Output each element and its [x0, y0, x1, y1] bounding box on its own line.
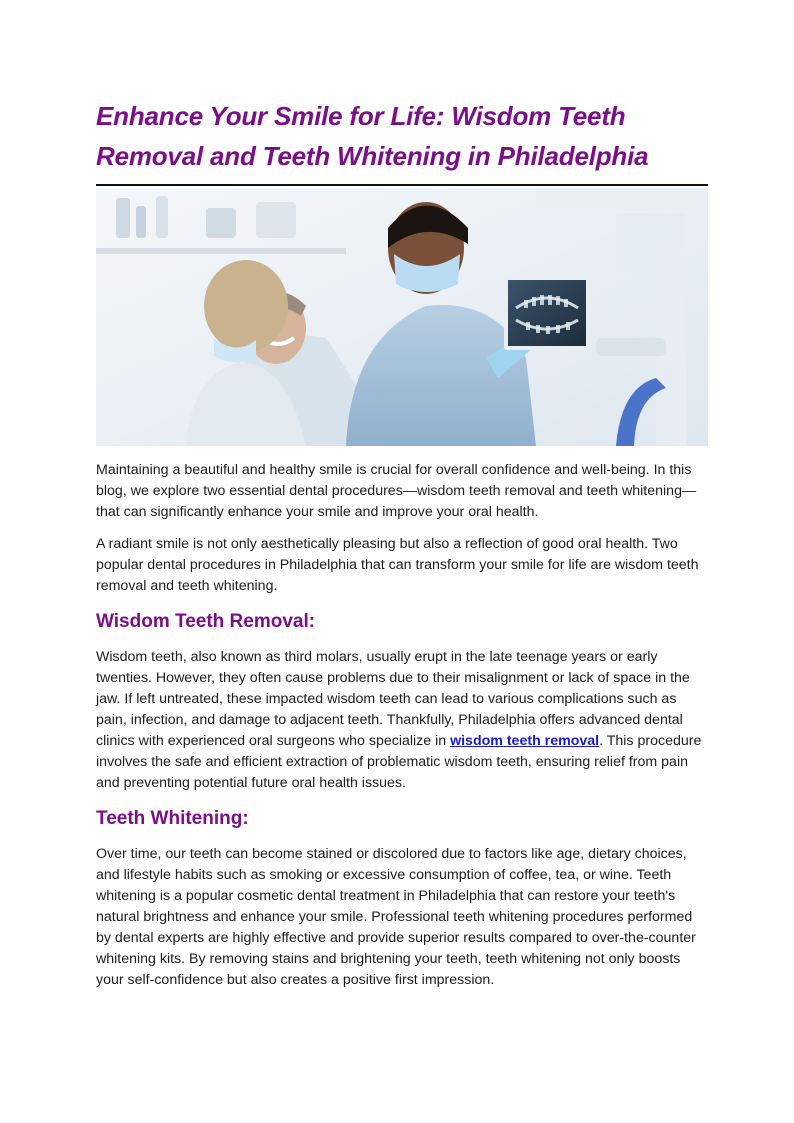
dentist-xray-illustration — [96, 188, 708, 446]
wisdom-teeth-removal-link[interactable]: wisdom teeth removal — [450, 733, 600, 749]
wisdom-teeth-text-before-link: Wisdom teeth, also known as third molars, usually erupt in the late teenage years or early twenties. However, they often cause problems due to their misalignment or lack of space in the jaw. If left untreated, these impacted wisdom teeth can lead to various complications such as pain, infection, and damage to adjacent teeth. Thankfully, Philadelphia offers advanced dental clinics with experienced oral surgeons who specialize in — [96, 649, 690, 749]
title-divider — [96, 184, 708, 186]
section-heading-teeth-whitening: Teeth Whitening: — [96, 808, 249, 829]
intro-paragraph-1: Maintaining a beautiful and healthy smile is crucial for overall confidence and well-being. In this blog, we explore two essential dental procedures—wisdom teeth removal and teeth whitening—that can significantly enhance your smile and improve your oral health. — [96, 462, 697, 520]
wisdom-teeth-text-after-link: . This procedure involves the safe and efficient extraction of problematic wisdom teeth, ensuring relief from pain and preventing potential future oral health issues. — [96, 733, 702, 791]
intro-paragraph-2: A radiant smile is not only aesthetically pleasing but also a reflection of good oral health. Two popular dental procedures in Philadelphia that can transform your smile for life are wisdom teeth removal and teeth whitening. — [96, 536, 699, 594]
document-page — [96, 96, 708, 991]
section-heading-wisdom-teeth: Wisdom Teeth Removal: — [96, 611, 316, 632]
page-title: Enhance Your Smile for Life: Wisdom Teeth Removal and Teeth Whitening in Philadelphia — [96, 101, 649, 171]
wisdom-teeth-paragraph — [96, 647, 708, 794]
teeth-whitening-paragraph: Over time, our teeth can become stained or discolored due to factors like age, dietary choices, and lifestyle habits such as smoking or excessive consumption of coffee, tea, or wine. Teeth whitening is a popular cosmetic dental treatment in Philadelphia that can restore your teeth's natural brightness and enhance your smile. Professional teeth whitening procedures performed by dental experts are highly effective and provide superior results compared to over-the-counter whitening kits. By removing stains and brightening your teeth, teeth whitening not only boosts your self-confidence but also creates a positive first impression. — [96, 846, 696, 988]
hero-image — [96, 188, 708, 446]
